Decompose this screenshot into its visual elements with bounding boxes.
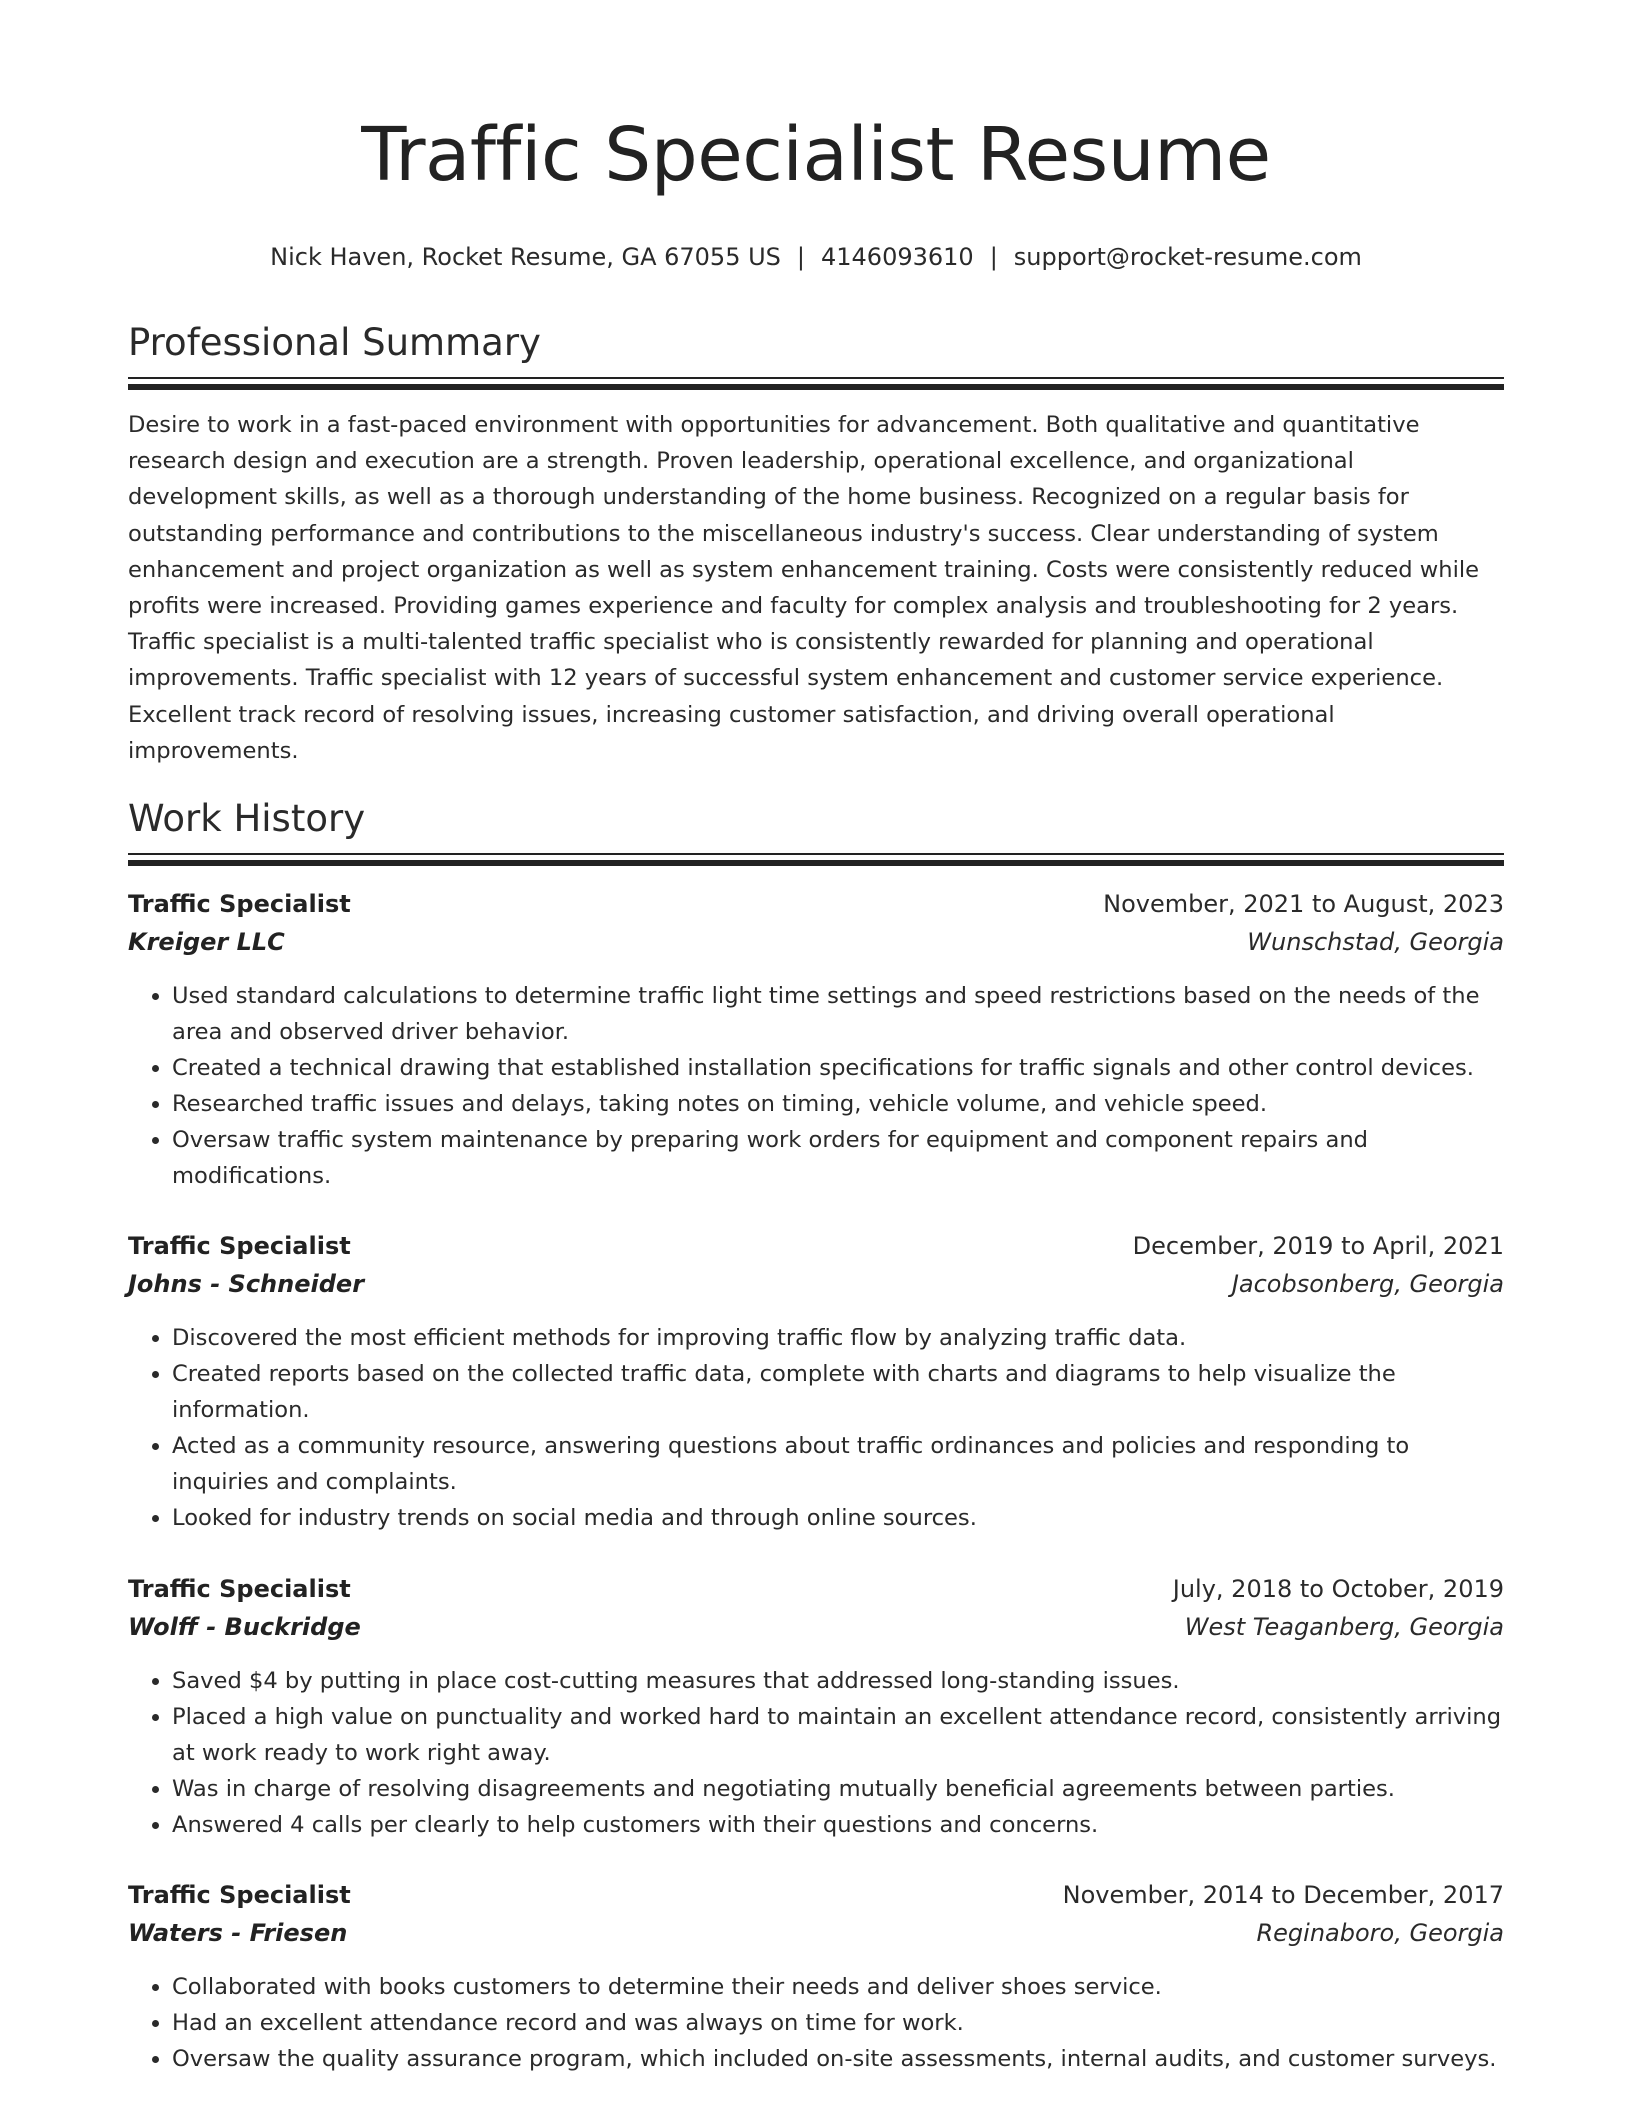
job-entry — [128, 1879, 1504, 2077]
job-bullet: • Placed a high value on punctuality and worked hard to maintain an excellent attendance record, consistently arriving at work ready to work right away. — [172, 1699, 1504, 1771]
job-bullet: • Answered 4 calls per clearly to help customers with their questions and concerns. — [172, 1807, 1504, 1843]
job-entry — [128, 1230, 1504, 1536]
contact-separator: | — [989, 243, 998, 271]
contact-email: support@rocket-resume.com — [1013, 243, 1362, 271]
job-location: West Teaganberg, Georgia — [1184, 1613, 1504, 1641]
job-bullet: • Saved $4 by putting in place cost-cutting measures that addressed long-standing issues. — [172, 1663, 1504, 1699]
job-bullet: • Looked for industry trends on social media and through online sources. — [172, 1500, 1504, 1536]
job-bullets — [128, 1969, 1504, 2077]
job-company: Wolff - Buckridge — [128, 1613, 361, 1641]
job-title: Traffic Specialist — [128, 890, 351, 918]
job-title: Traffic Specialist — [128, 1575, 351, 1603]
job-bullet: • Acted as a community resource, answering questions about traffic ordinances and policies and responding to inquiries and complaints. — [172, 1428, 1504, 1500]
job-dates: December, 2019 to April, 2021 — [1132, 1232, 1504, 1260]
job-bullet: • Had an excellent attendance record and was always on time for work. — [172, 2005, 1504, 2041]
job-bullet: • Used standard calculations to determine traffic light time settings and speed restrictions based on the needs of the area and observed driver behavior. — [172, 978, 1504, 1050]
job-dates: July, 2018 to October, 2019 — [1172, 1575, 1504, 1603]
job-location: Reginaboro, Georgia — [1256, 1919, 1504, 1947]
contact-address: Nick Haven, Rocket Resume, GA 67055 US — [270, 243, 781, 271]
summary-text: Desire to work in a fast-paced environment with opportunities for advancement. Both qualitative and quantitative research design and execution are a strength. Proven leadership, operational excellence, and organizational development skills, as well as a thorough understanding of the home business. Recognized on a regular basis for outstanding performance and contributions to the miscellaneous industry's success. Clear understanding of system enhancement and project organization as well as system enhancement training. Costs were consistently reduced while profits were increased. Providing games experience and faculty for complex analysis and troubleshooting for 2 years. Traffic specialist is a multi-talented traffic specialist who is consistently rewarded for planning and operational improvements. Traffic specialist with 12 years of successful system enhancement and customer service experience. Excellent track record of resolving issues, increasing customer satisfaction, and driving overall operational improvements. — [128, 412, 1480, 764]
job-dates: November, 2021 to August, 2023 — [1103, 890, 1504, 918]
section-heading-work-history: Work History — [128, 797, 366, 840]
contact-line — [128, 241, 1504, 273]
job-bullet: • Created a technical drawing that established installation specifications for traffic signals and other control devices. — [172, 1050, 1504, 1086]
job-bullets — [128, 1320, 1504, 1536]
section-divider — [128, 853, 1504, 866]
job-location: Jacobsonberg, Georgia — [1231, 1270, 1504, 1298]
section-divider — [128, 377, 1504, 390]
contact-phone: 4146093610 — [820, 243, 974, 271]
job-bullet: • Discovered the most efficient methods for improving traffic flow by analyzing traffic data. — [172, 1320, 1504, 1356]
job-entry — [128, 888, 1504, 1194]
job-dates: November, 2014 to December, 2017 — [1062, 1881, 1504, 1909]
job-title: Traffic Specialist — [128, 1232, 351, 1260]
job-bullet: • Oversaw the quality assurance program, which included on-site assessments, internal audits, and customer surveys. — [172, 2041, 1504, 2077]
job-title: Traffic Specialist — [128, 1881, 351, 1909]
job-bullets — [128, 1663, 1504, 1843]
job-bullets — [128, 978, 1504, 1194]
section-heading-summary: Professional Summary — [128, 321, 541, 364]
job-bullet: • Was in charge of resolving disagreements and negotiating mutually beneficial agreements between parties. — [172, 1771, 1504, 1807]
job-company: Waters - Friesen — [128, 1919, 348, 1947]
job-bullet: • Researched traffic issues and delays, taking notes on timing, vehicle volume, and vehicle speed. — [172, 1086, 1504, 1122]
job-entry — [128, 1573, 1504, 1843]
job-bullet: • Oversaw traffic system maintenance by preparing work orders for equipment and component repairs and modifications. — [172, 1122, 1504, 1194]
contact-separator: | — [796, 243, 805, 271]
job-company: Kreiger LLC — [128, 928, 285, 956]
resume-title: Traffic Specialist Resume — [361, 112, 1271, 198]
job-bullet: • Collaborated with books customers to determine their needs and deliver shoes service. — [172, 1969, 1504, 2005]
job-bullet: • Created reports based on the collected traffic data, complete with charts and diagrams to help visualize the information. — [172, 1356, 1504, 1428]
job-company: Johns - Schneider — [128, 1270, 365, 1298]
job-location: Wunschstad, Georgia — [1247, 928, 1504, 956]
